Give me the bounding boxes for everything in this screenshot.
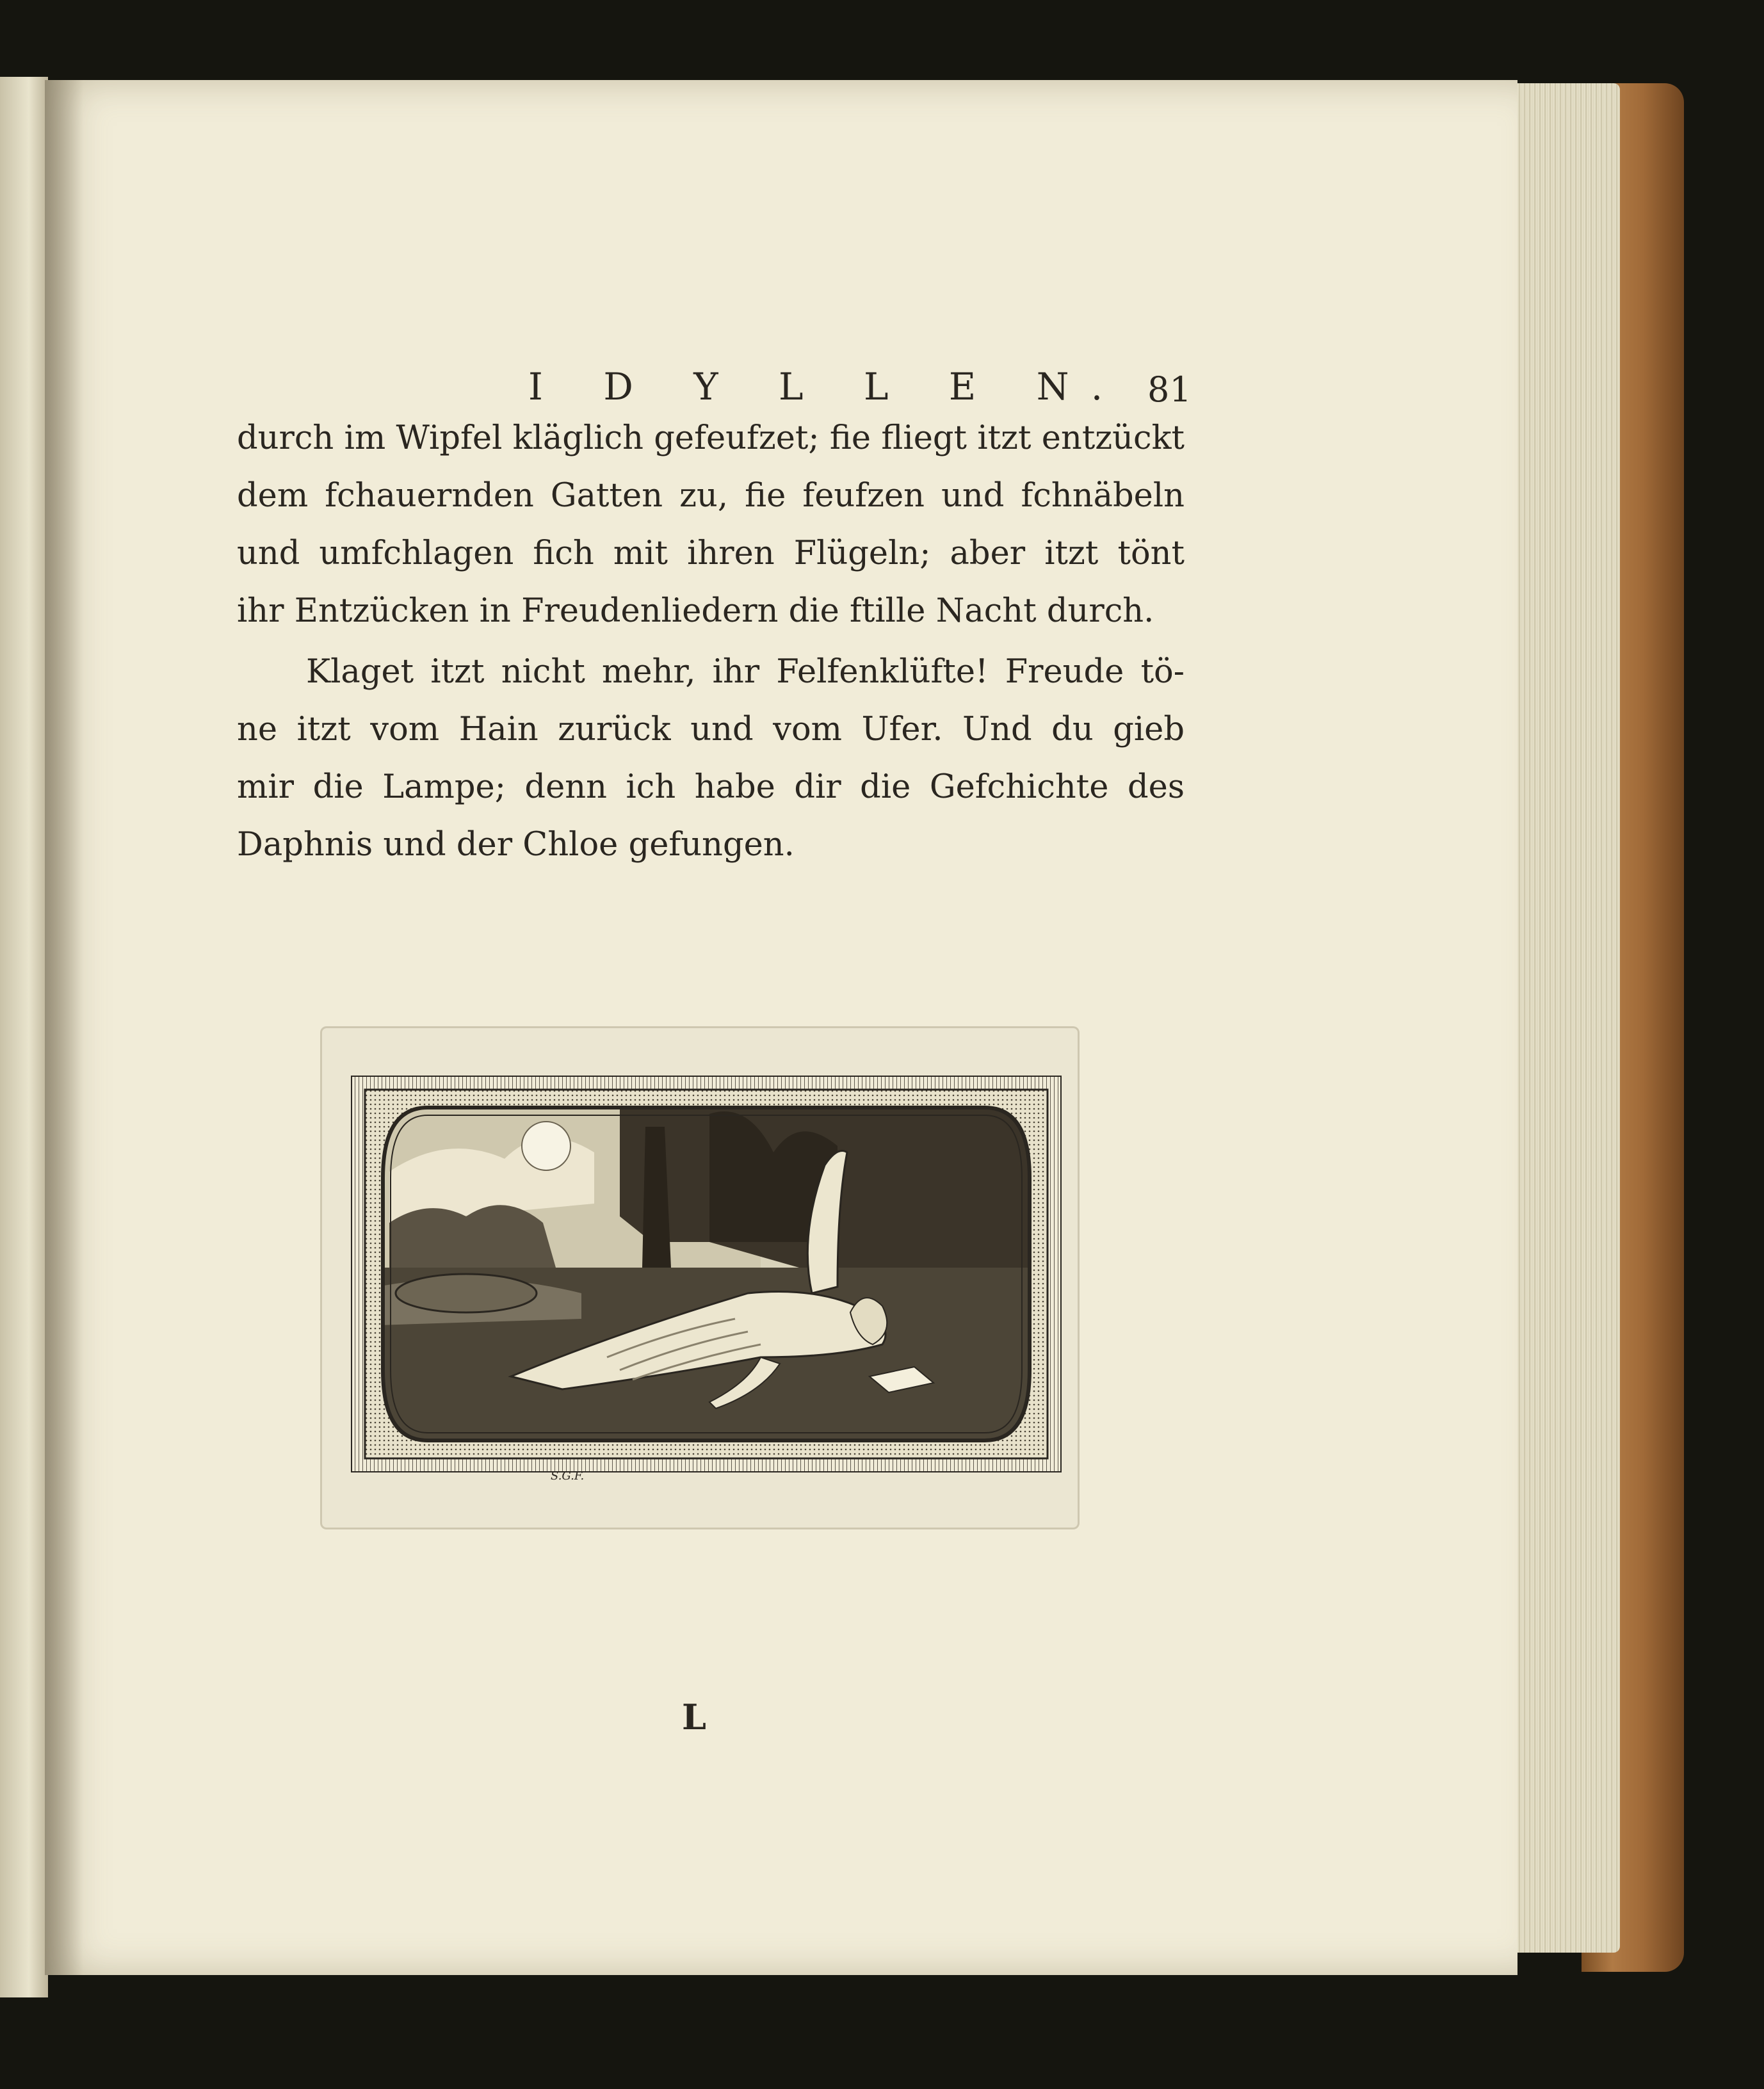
text-line: Klaget itzt nicht mehr, ihr Felfenklüfte! Freude tö- [306,653,1185,691]
text-line: durch im Wipfel kläglich gefeufzet; fie fliegt itzt entzückt [237,419,1185,457]
page-edges [1511,83,1620,1953]
running-head: I D Y L L E N. [528,365,1128,408]
text-line: ne itzt vom Hain zurück und vom Ufer. Und du gieb [237,711,1185,748]
facing-page-edge [0,77,48,1997]
book-page [45,80,1517,1975]
text-line: ihr Entzücken in Freudenliedern die ftille Nacht durch. [237,592,1154,630]
page-number: 81 [1147,369,1192,410]
engraver-mark: S.G.F. [551,1469,585,1483]
text-line: mir die Lampe; denn ich habe dir die Gefchichte des [237,768,1185,806]
engraved-vignette [351,1076,1062,1472]
text-line: Daphnis und der Chloe gefungen. [237,826,795,864]
text-line: und umfchlagen fich mit ihren Flügeln; aber itzt tönt [237,535,1185,572]
signature-mark: L [682,1697,706,1738]
gutter-shadow [45,80,83,1975]
text-line: dem fchauernden Gatten zu, fie feufzen und fchnäbeln [237,477,1185,515]
